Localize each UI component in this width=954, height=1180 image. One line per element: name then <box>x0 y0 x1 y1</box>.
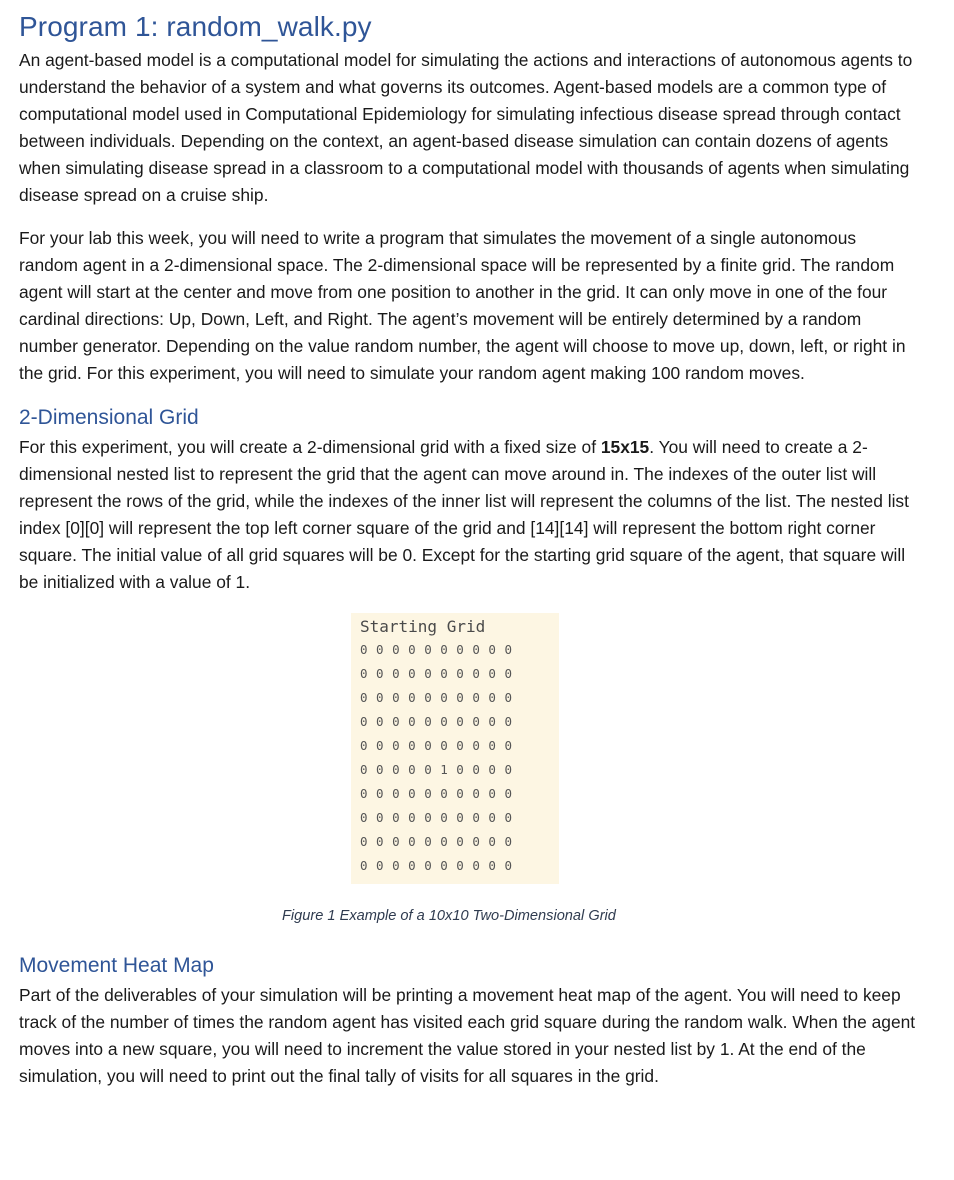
grid-row: 0 0 0 0 0 0 0 0 0 0 <box>360 666 513 681</box>
grid-row: 0 0 0 0 0 0 0 0 0 0 <box>360 642 513 657</box>
heatmap-section-heading: Movement Heat Map <box>19 954 214 977</box>
lab-paragraph: For your lab this week, you will need to write a program that simulates the movement of a single autonomous random agent in a 2-dimensional space. The 2-dimensional space will be represented by a finite grid. The random agent will start at the center and move from one position to another in the grid. It can only move in one of the four cardinal directions: Up, Down, Left, and Right. The agent’s movement will be entirely determined by a random number generator. Depending on the value random number, the agent will choose to move up, down, left, or right in the grid. For this experiment, you will need to simulate your random agent making 100 random moves. <box>19 228 906 383</box>
grid-paragraph <box>19 434 919 596</box>
grid-row: 0 0 0 0 0 0 0 0 0 0 <box>360 786 513 801</box>
grid-row: 0 0 0 0 0 0 0 0 0 0 <box>360 714 513 729</box>
document-page <box>19 8 919 1090</box>
grid-text-after: . You will need to create a 2-dimensional nested list to represent the grid that the agent can move around in. The indexes of the outer list will represent the rows of the grid, while the indexes of the inner list will represent the columns of the list. The nested list index [0][0] will represent the top left corner square of the grid and [14][14] will represent the bottom right corner square. The initial value of all grid squares will be 0. Except for the starting grid square of the agent, that square will be initialized with a value of 1. <box>19 437 909 592</box>
grid-row: 0 0 0 0 0 0 0 0 0 0 <box>360 690 513 705</box>
figure-title: Starting Grid <box>360 617 486 636</box>
starting-grid-figure <box>351 613 559 884</box>
heatmap-paragraph: Part of the deliverables of your simulation will be printing a movement heat map of the agent. You will need to keep track of the number of times the random agent has visited each grid square during the random walk. When the agent moves into a new square, you will need to increment the value stored in your nested list by 1. At the end of the simulation, you will need to print out the final tally of visits for all squares in the grid. <box>19 985 916 1086</box>
grid-size-bold: 15x15 <box>600 437 650 457</box>
figure-caption: Figure 1 Example of a 10x10 Two-Dimensional Grid <box>282 908 616 924</box>
grid-section-heading: 2-Dimensional Grid <box>19 406 199 429</box>
grid-row: 0 0 0 0 0 0 0 0 0 0 <box>360 834 513 849</box>
grid-row: 0 0 0 0 0 0 0 0 0 0 <box>360 858 513 873</box>
document-title: Program 1: random_walk.py <box>19 11 372 42</box>
grid-row: 0 0 0 0 0 0 0 0 0 0 <box>360 810 513 825</box>
grid-text-before: For this experiment, you will create a 2-dimensional grid with a fixed size of <box>19 437 601 457</box>
intro-paragraph: An agent-based model is a computational model for simulating the actions and interactions of autonomous agents to understand the behavior of a system and what governs its outcomes. Agent-based models are a common type of computational model used in Computational Epidemiology for simulating infectious disease spread through contact between individuals. Depending on the context, an agent-based disease simulation can contain dozens of agents when simulating disease spread in a classroom to a computational model with thousands of agents when simulating disease spread on a cruise ship. <box>19 50 913 205</box>
grid-row: 0 0 0 0 0 0 0 0 0 0 <box>360 738 513 753</box>
grid-row: 0 0 0 0 0 1 0 0 0 0 <box>360 762 513 777</box>
